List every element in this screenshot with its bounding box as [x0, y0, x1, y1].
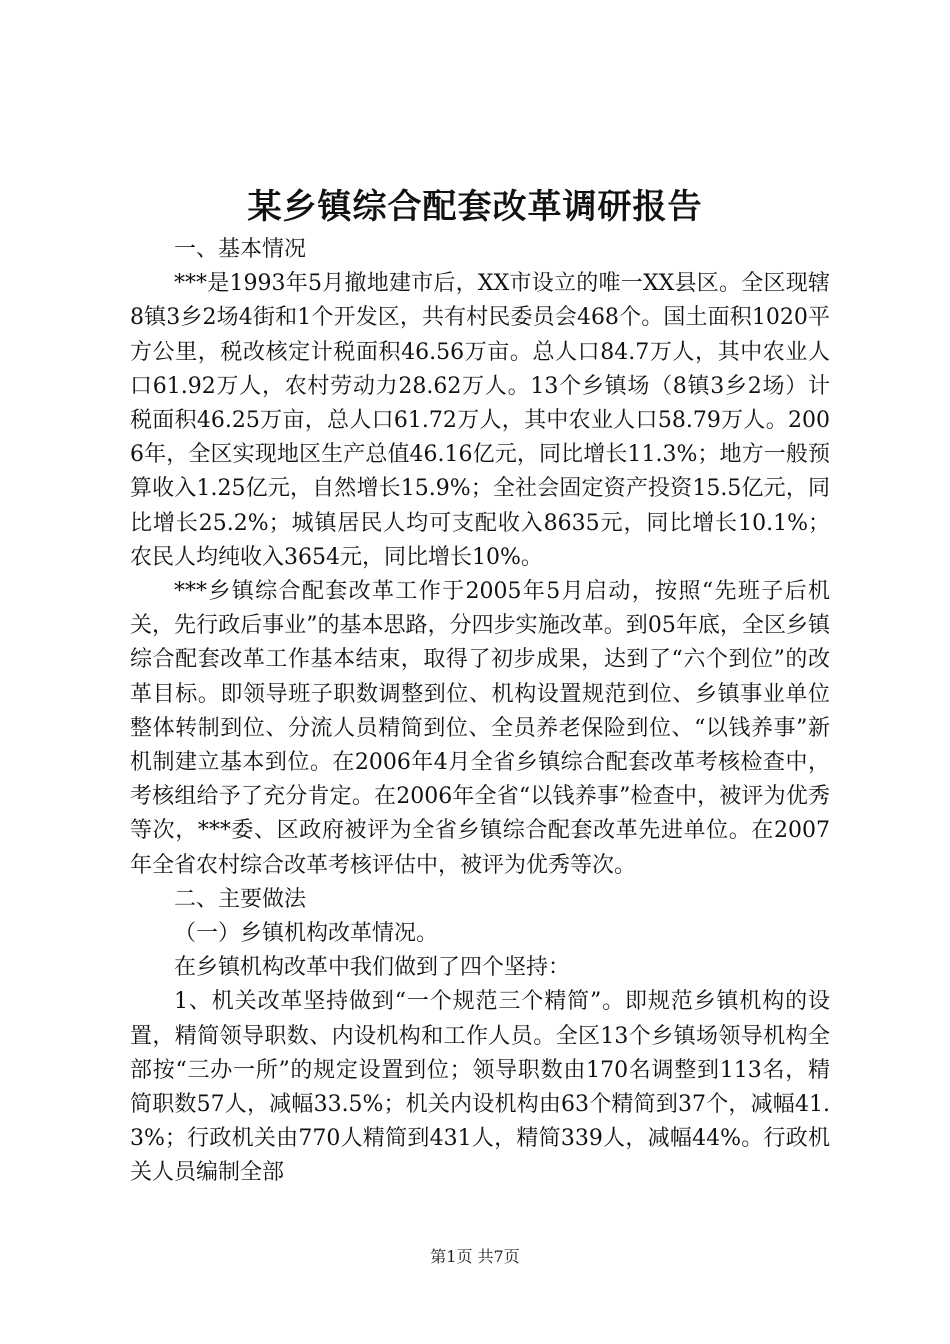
- paragraph-four-persistences: 在乡镇机构改革中我们做到了四个坚持：: [174, 955, 571, 981]
- paragraph-reform-progress: ***乡镇综合配套改革工作于2005年5月启动，按照“先班子后机关，先行政后事业”的基本思路，分四步实施改革。到05年底，全区乡镇综合配套改革工作基本结束，取得了初步成果，达到了“六个到位”的改革目标。即领导班子职数调整到位、机构设置规范到位、乡镇事业单位整体转制到位、分流人员精简到位、全员养老保险到位、“以钱养事”新机制建立基本到位。在2006年4月全省乡镇综合配套改革考核检查中，考核组给予了充分肯定。在2006年全省“以钱养事”检查中，被评为优秀等次，***委、区政府被评为全省乡镇综合配套改革先进单位。在2007年全省农村综合改革考核评估中，被评为优秀等次。: [130, 579, 830, 878]
- document-body: [130, 233, 830, 1191]
- paragraph-district-overview: ***是1993年5月撤地建市后，XX市设立的唯一XX县区。全区现辖8镇3乡2场4街和1个开发区，共有村民委员会468个。国土面积1020平方公里，税改核定计税面积46.56万亩。总人口84.7万人，其中农业人口61.92万人，农村劳动力28.62万人。13个乡镇场（8镇3乡2场）计税面积46.25万亩，总人口61.72万人，其中农业人口58.79万人。2006年，全区实现地区生产总值46.16亿元，同比增长11.3%；地方一般预算收入1.25亿元，自然增长15.9%；全社会固定资产投资15.5亿元，同比增长25.2%；城镇居民人均可支配收入8635元，同比增长10.1%；农民人均纯收入3654元，同比增长10%。: [130, 271, 830, 570]
- document-title: 某乡镇综合配套改革调研报告: [247, 187, 703, 227]
- page-footer: 第1页 共7页: [430, 1247, 520, 1266]
- subsection-heading-institution-reform: （一）乡镇机构改革情况。: [174, 921, 439, 947]
- paragraph-organ-reform: 1、机关改革坚持做到“一个规范三个精简”。即规范乡镇机构的设置，精简领导职数、内设机构和工作人员。全区13个乡镇场领导机构全部按“三办一所”的规定设置到位；领导职数由170名调整到113名，精简职数57人，减幅33.5%；机关内设机构由63个精简到37个，减幅41.3%；行政机关由770人精简到431人，精简339人，减幅44%。行政机关人员编制全部: [130, 989, 830, 1186]
- section-heading-main-practices: 二、主要做法: [174, 886, 307, 912]
- section-heading-basic-situation: 一、基本情况: [174, 237, 307, 262]
